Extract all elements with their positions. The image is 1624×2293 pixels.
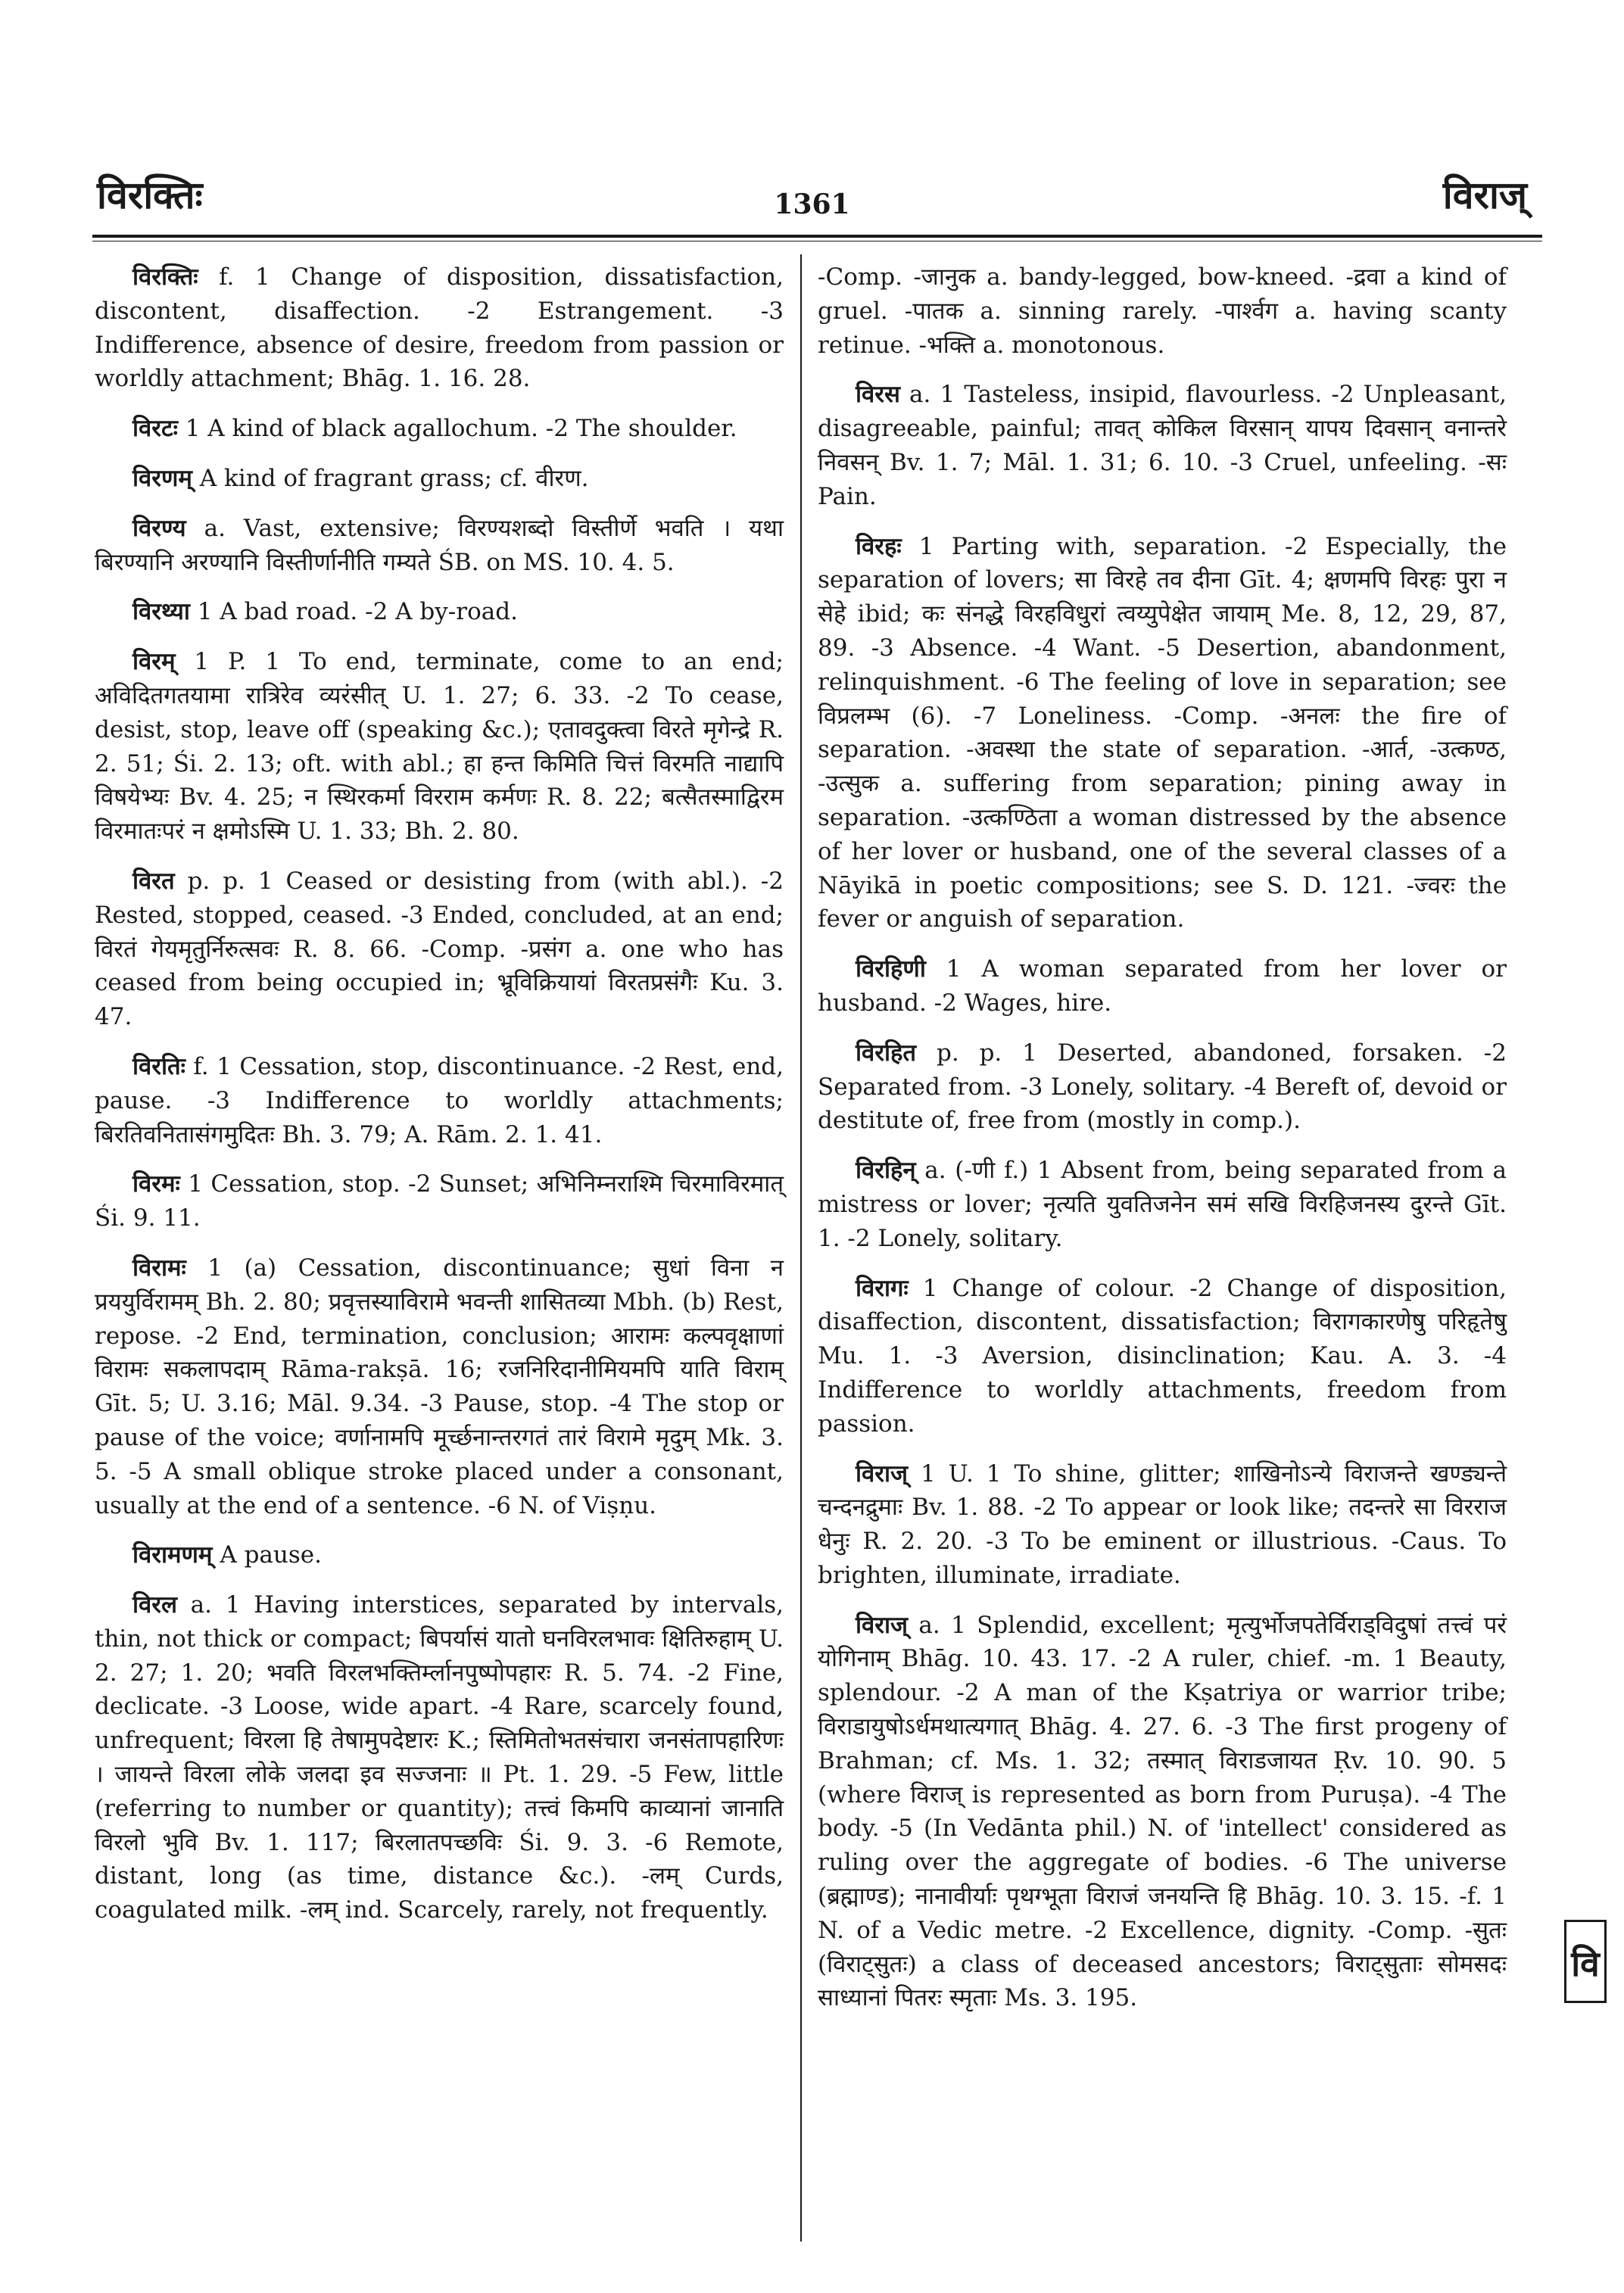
entry-definition: a. (-णी f.) 1 Absent from, being separated from a mistress or lover; नृत्यति युवतिजनेन समं सखि विरहिजनस्य दुरन्ते Gīt. 1. -2 Lonely, solitary.: [818, 1157, 1507, 1252]
entry-definition: p. p. 1 Deserted, abandoned, forsaken. -2 Separated from. -3 Lonely, solitary. -4 Bereft of, devoid or destitute of, free from (mostly in comp.).: [818, 1039, 1507, 1135]
entry-headword: विरहिन्: [856, 1157, 916, 1185]
entry-headword: विरहः: [856, 532, 902, 560]
entry-headword: विरहिणी: [856, 955, 926, 983]
entry-headword: विरक्तिः: [132, 263, 198, 291]
dictionary-entry: [95, 1050, 784, 1151]
entry-headword: विरण्य: [132, 514, 186, 542]
dictionary-entry: [818, 1036, 1507, 1138]
entry-definition: a. 1 Tasteless, insipid, flavourless. -2 Unpleasant, disagreeable, painful; तावत् कोकिल विरसान् यापय दिवसान् वनान्तरे निवसन् Bv. 1. 7; Māl. 1. 31; 6. 10. -3 Cruel, unfeeling. -सः Pain.: [818, 381, 1507, 510]
entry-headword: विरथ्या: [132, 598, 190, 626]
dictionary-entry: [818, 1272, 1507, 1441]
dictionary-entry: [818, 260, 1507, 362]
entry-definition: 1 Parting with, separation. -2 Especially, the separation of lovers; सा विरहे तव दीना Gīt. 4; क्षणमपि विरहः पुरा न सेहे ibid; कः संनद्धे विरहविधुरां त्वय्युपेक्षेत जायाम् Me. 8, 12, 29, 87, 89. -3 Absence. -4 Want. -5 Desertion, abandonment, relinquishment. -6 The feeling of love in separation; see विप्रलम्भ (6). -7 Loneliness. -Comp. -अनलः the fire of separation. -अवस्था the state of separation. -आर्त, -उत्कण्ठ, -उत्सुक a. suffering from separation; pining away in separation. -उत्कण्ठिता a woman distressed by the absence of her lover or husband, one of the several classes of a Nāyikā in poetic compositions; see S. D. 121. -ज्वरः the fever or anguish of separation.: [818, 532, 1507, 933]
dictionary-entry: [818, 1609, 1507, 2016]
entry-definition: 1 Change of colour. -2 Change of disposition, disaffection, discontent, dissatisfaction; विरागकारणेषु परिहृतेषु Mu. 1. -3 Aversion, disinclination; Kau. A. 3. -4 Indifference to worldly attachments, freedom from passion.: [818, 1274, 1507, 1438]
entry-definition: p. p. 1 Ceased or desisting from (with abl.). -2 Rested, stopped, ceased. -3 Ended, concluded, at an end; विरतं गेयमृतुर्निरुत्सवः R. 8. 66. -Comp. -प्रसंग a. one who has ceased from being occupied in; भ्रूविक्रियायां विरतप्रसंगैः Ku. 3. 47.: [95, 867, 784, 1031]
entry-headword: विरामणम्: [132, 1541, 213, 1569]
dictionary-entry: [95, 645, 784, 849]
entry-definition: 1 A kind of black agallochum. -2 The shoulder.: [177, 415, 737, 443]
entry-headword: विरटः: [132, 415, 178, 443]
entry-definition: a. 1 Splendid, excellent; मृत्युर्भोजपतेर्विराड्विदुषां तत्त्वं परं योगिनाम् Bhāg. 10. 43. 17. -2 A ruler, chief. -m. 1 Beauty, splendour. -2 A man of the Kṣatriya or warrior tribe; विराडायुषोऽर्धमथात्यगात् Bhāg. 4. 27. 6. -3 The first progeny of Brahman; cf. Ms. 1. 32; तस्मात् विराडजायत Ṛv. 10. 90. 5 (where विराज् is represented as born from Puruṣa). -4 The body. -5 (In Vedānta phil.) N. of 'intellect' considered as ruling over the aggregate of bodies. -6 The universe (ब्रह्माण्ड); नानावीर्याः पृथग्भूता विराजं जनयन्ति हि Bhāg. 10. 3. 15. -f. 1 N. of a Vedic metre. -2 Excellence, dignity. -Comp. -सुतः (विराट्सुतः) a class of deceased ancestors; विराट्सुताः सोमसदः साध्यानां पितरः स्मृताः Ms. 3. 195.: [818, 1611, 1507, 2012]
entry-headword: विरल: [132, 1591, 177, 1619]
entry-headword: विरमः: [132, 1170, 180, 1198]
entry-definition: 1 A woman separated from her lover or husband. -2 Wages, hire.: [818, 955, 1507, 1017]
dictionary-entry: [95, 865, 784, 1034]
entry-headword: विरामः: [132, 1254, 186, 1282]
entry-definition: 1 Cessation, stop. -2 Sunset; अभिनिम्नराश्मि चिरमाविरमात् Śi. 9. 11.: [95, 1170, 784, 1232]
entry-headword: विरागः: [856, 1274, 909, 1302]
entry-definition: A pause.: [212, 1541, 322, 1569]
page-number: 1361: [774, 188, 850, 220]
entry-definition: 1 (a) Cessation, discontinuance; सुधां विना न प्रययुर्विरामम् Bh. 2. 80; प्रवृत्तस्याविरामे भवन्ती शासितव्या Mbh. (b) Rest, repose. -2 End, termination, conclusion; आरामः कल्पवृक्षाणां विरामः सकलापदाम् Rāma-rakṣā. 16; रजनिरिदानीमियमपि याति विराम् Gīt. 5; U. 3.16; Māl. 9.34. -3 Pause, stop. -4 The stop or pause of the voice; वर्णानामपि मूर्च्छनान्तरगतं तारं विरामे मृदुम् Mk. 3. 5. -5 A small oblique stroke placed under a consonant, usually at the end of a sentence. -6 N. of Viṣṇu.: [95, 1254, 784, 1519]
entry-headword: विराज्: [856, 1460, 908, 1488]
entry-headword: विरस: [856, 381, 900, 409]
dictionary-entry: [95, 512, 784, 580]
entry-definition: f. 1 Change of disposition, dissatisfaction, discontent, disaffection. -2 Estrangement. -3 Indifference, absence of desire, freedom from passion or worldly attachment; Bhāg. 1. 16. 28.: [95, 263, 784, 393]
dictionary-entry: [95, 595, 784, 629]
entry-headword: विरत: [132, 867, 175, 895]
dictionary-entry: [95, 260, 784, 396]
entry-headword: विरम्: [132, 648, 176, 676]
thumb-index-tab: वि: [1564, 1920, 1607, 2003]
entry-definition: 1 P. 1 To end, terminate, come to an end; अविदितगतयामा रात्रिरेव व्यरंसीत् U. 1. 27; 6. 33. -2 To cease, desist, stop, leave off (speaking &c.); एतावदुक्त्वा विरते मृगेन्द्रे R. 2. 51; Śi. 2. 13; oft. with abl.; हा हन्त किमिति चित्तं विरमति नाद्यापि विषयेभ्यः Bv. 4. 25; न स्थिरकर्मा विरराम कर्मणः R. 8. 22; बत्सैतस्माद्विरम विरमातःपरं न क्षमोऽस्मि U. 1. 33; Bh. 2. 80.: [95, 648, 784, 846]
entry-definition: a. 1 Having interstices, separated by intervals, thin, not thick or compact; बिपर्यासं यातो घनविरलभावः क्षितिरुहाम् U. 2. 27; 1. 20; भवति विरलभक्तिर्म्लानपुष्पोपहारः R. 5. 74. -2 Fine, declicate. -3 Loose, wide apart. -4 Rare, scarcely found, unfrequent; विरला हि तेषामुपदेष्टारः K.; स्तिमितोभतसंचारा जनसंतापहारिणः । जायन्ते विरला लोके जलदा इव सज्जनाः ॥ Pt. 1. 29. -5 Few, little (referring to number or quantity); तत्त्वं किमपि काव्यानां जानाति विरलो भुवि Bv. 1. 117; बिरलातपच्छविः Śi. 9. 3. -6 Remote, distant, long (as time, distance &c.). -लम् Curds, coagulated milk. -लम् ind. Scarcely, rarely, not frequently.: [95, 1591, 784, 1924]
entry-headword: विरणम्: [132, 464, 192, 492]
dictionary-entry: [95, 1538, 784, 1572]
entry-definition: -Comp. -जानुक a. bandy-legged, bow-kneed. -द्रवा a kind of gruel. -पातक a. sinning rarely. -पार्श्वग a. having scanty retinue. -भक्ति a. monotonous.: [818, 263, 1507, 359]
dictionary-entry: [818, 378, 1507, 513]
running-head-right: विराज्: [1442, 173, 1527, 217]
entry-definition: 1 U. 1 To shine, glitter; शाखिनोऽन्ये विराजन्ते खण्ड्यन्ते चन्दनद्रुमाः Bv. 1. 88. -2 To appear or look like; तदन्तरे सा विरराज धेनुः R. 2. 20. -3 To be eminent or illustrious. -Caus. To brighten, illuminate, irradiate.: [818, 1460, 1507, 1589]
entry-headword: विराज्: [856, 1611, 908, 1639]
dictionary-entry: [95, 412, 784, 446]
entry-definition: A kind of fragrant grass; cf. वीरण.: [192, 464, 589, 492]
running-head-left: विरक्तिः: [97, 173, 203, 217]
dictionary-entry: [95, 462, 784, 496]
dictionary-entry: [818, 1457, 1507, 1593]
dictionary-entry: [95, 1251, 784, 1522]
entry-headword: विरतिः: [132, 1052, 185, 1080]
dictionary-entry: [818, 952, 1507, 1020]
left-column: [95, 260, 784, 1943]
dictionary-entry: [95, 1588, 784, 1927]
dictionary-entry: [818, 530, 1507, 937]
right-column: [818, 260, 1507, 2031]
entry-definition: a. Vast, extensive; विरण्यशब्दो विस्तीर्णे भवति । यथा बिरण्यानि अरण्यानि विस्तीर्णानीति गम्यते ŚB. on MS. 10. 4. 5.: [95, 514, 784, 576]
entry-definition: 1 A bad road. -2 A by-road.: [189, 598, 518, 626]
column-divider: [800, 254, 802, 2242]
entry-headword: विरहित: [856, 1039, 917, 1067]
dictionary-entry: [818, 1154, 1507, 1255]
dictionary-entry: [95, 1167, 784, 1235]
header-rule-thick: [92, 235, 1542, 238]
entry-definition: f. 1 Cessation, stop, discontinuance. -2 Rest, end, pause. -3 Indifference to worldly attachments; बिरतिवनितासंगमुदितः Bh. 3. 79; A. Rām. 2. 1. 41.: [95, 1052, 784, 1148]
